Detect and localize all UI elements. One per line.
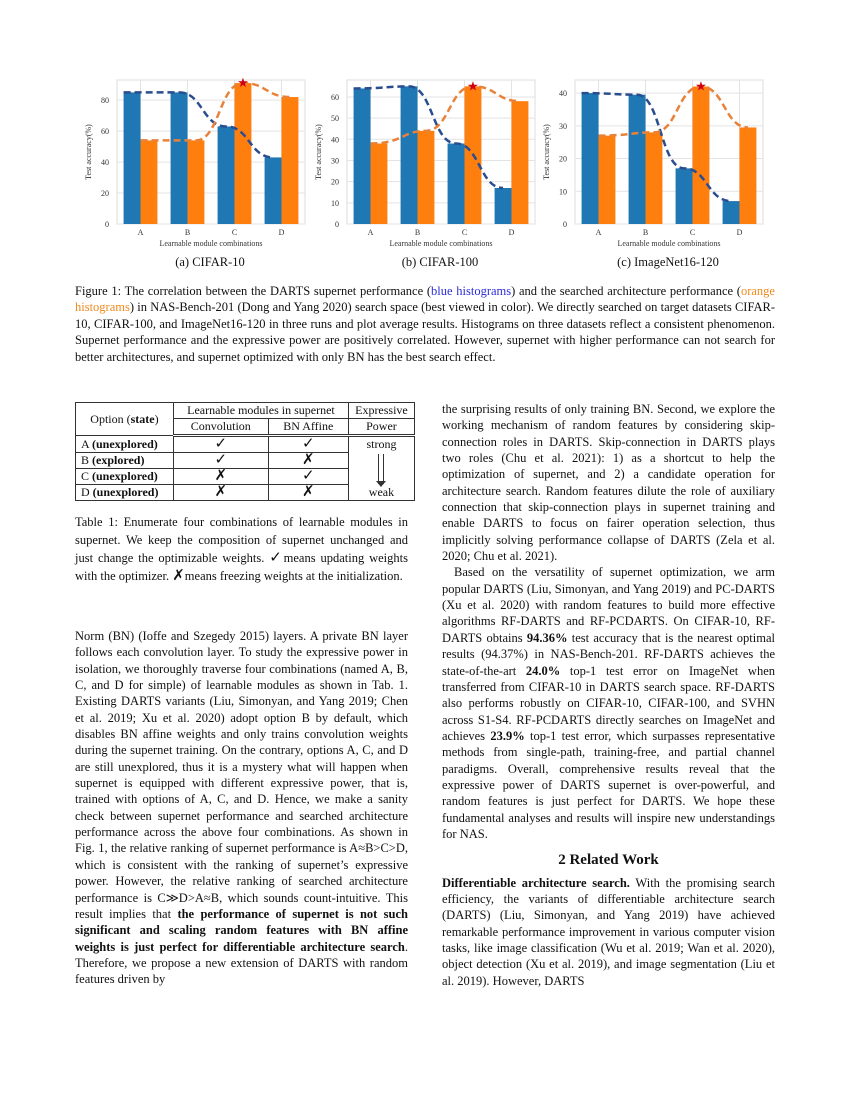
header-conv: Convolution — [173, 419, 268, 436]
header-option: Option (state) — [76, 403, 174, 436]
x-tick-label: C — [461, 228, 468, 237]
x-tick-label: B — [184, 228, 191, 237]
option-cell: B (explored) — [76, 453, 174, 469]
bar-B-searched — [188, 140, 205, 224]
bar-D-searched — [282, 97, 299, 224]
caption-text: ) in NAS-Bench-201 (Dong and Yang 2020) search space (best viewed in color). We directly searched on target datasets CIFAR-10, CIFAR-100, and ImageNet16-120 in three runs and plot average results. Histograms on three datasets reflect a consistent phenomenon. Supernet performance and the expressive power are positively correlated. However, supernet with higher performance can not search for better architectures, and supernet optimized with only BN has the best search effect. — [75, 300, 775, 364]
table-caption: Table 1: Enumerate four combinations of learnable modules in supernet. We keep the composition of supernet unchanged and just change the optimizable weights. ✓means updating weights with the optimizer. ✗means freezing weights at the initialization. — [75, 515, 408, 584]
text: top-1 test error on ImageNet when transferred from CIFAR-10 in DARTS search space. RF-DARTS also performs robustly on CIFAR-10, CIFAR-100, and SVHN across S1-S4. RF-PCDARTS directly searches on ImageNet and achieves — [442, 663, 775, 743]
bn-cell: ✗ — [268, 485, 348, 501]
x-tick-label: C — [231, 228, 238, 237]
y-tick-label: 40 — [559, 89, 567, 99]
figure-caption — [75, 283, 775, 365]
cross-icon: ✗ — [172, 568, 185, 584]
bn-cell: ✗ — [268, 453, 348, 469]
x-tick-label: B — [642, 228, 649, 237]
text: top-1 test error, which surpasses representative methods from single-path, training-free, and partial channel paradigms. Overall, comprehensive results reveal that the expressive power of DARTS supernet is over-powerful, and random features is just perfect for DARTS. We hope these fundamental analyses and results will inspire new understandings for NAS. — [442, 728, 775, 841]
x-tick-label: C — [689, 228, 696, 237]
bar-C-supernet — [218, 126, 235, 224]
y-axis-label: Test accuracy(%) — [314, 124, 323, 180]
paragraph — [442, 875, 775, 989]
bold-text: 23.9% — [490, 728, 525, 743]
bar-A-searched — [141, 140, 158, 224]
caption-text: ) and the searched architecture performance ( — [511, 284, 741, 298]
caption-blue: blue histograms — [431, 284, 512, 298]
chart-cifar100 — [305, 72, 540, 252]
y-tick-label: 80 — [101, 96, 109, 106]
y-tick-label: 0 — [335, 220, 339, 229]
y-tick-label: 10 — [331, 198, 339, 208]
best-star-icon: ★ — [695, 78, 707, 94]
bold-text: 94.36% — [526, 630, 568, 645]
chart-cifar10 — [75, 72, 310, 252]
x-tick-label: D — [508, 228, 515, 237]
bar-A-supernet — [354, 88, 371, 224]
check-icon: ✓ — [269, 550, 284, 566]
bar-D-searched — [740, 127, 757, 224]
y-axis-label: Test accuracy(%) — [84, 124, 93, 180]
text: test accuracy that is the nearest optimal results (94.37%) in NAS-Bench-201. RF-DARTS achieves the state-of-the-art — [442, 630, 775, 678]
y-tick-label: 30 — [331, 156, 339, 166]
paragraph — [75, 628, 408, 988]
bar-B-supernet — [401, 86, 418, 224]
y-axis-label: Test accuracy(%) — [542, 124, 551, 180]
conv-cell: ✗ — [173, 485, 268, 501]
expressive-power-cell: strong weak — [348, 436, 414, 501]
bar-B-searched — [646, 132, 663, 224]
conv-cell: ✓ — [173, 453, 268, 469]
best-star-icon: ★ — [237, 75, 249, 91]
bar-C-supernet — [448, 144, 465, 224]
paragraph — [442, 401, 775, 564]
x-axis-label: Learnable module combinations — [617, 239, 721, 248]
subcaption-imagenet: (c) ImageNet16-120 — [617, 255, 719, 269]
y-tick-label: 0 — [563, 220, 567, 229]
bar-D-supernet — [265, 157, 282, 224]
header-learnable: Learnable modules in supernet — [173, 403, 348, 419]
y-tick-label: 20 — [101, 189, 109, 199]
y-tick-label: 40 — [331, 135, 339, 145]
bn-cell: ✓ — [268, 469, 348, 485]
best-star-icon: ★ — [467, 78, 479, 94]
subcaption-cifar10: (a) CIFAR-10 — [175, 255, 245, 269]
caption-text: Figure 1: The correlation between the DARTS supernet performance ( — [75, 284, 432, 298]
x-tick-label: A — [137, 228, 144, 237]
option-cell: C (unexplored) — [76, 469, 174, 485]
bar-B-searched — [418, 131, 435, 224]
x-tick-label: B — [414, 228, 421, 237]
text: . Therefore, we propose a new extension of DARTS with random features driven by — [75, 939, 408, 987]
caption-orange: orange histograms — [75, 284, 775, 315]
chart-imagenet — [533, 72, 768, 252]
y-tick-label: 40 — [101, 158, 109, 168]
x-tick-label: D — [278, 228, 285, 237]
bar-A-searched — [599, 136, 616, 224]
bar-C-searched — [235, 83, 252, 224]
right-column-text — [442, 401, 775, 989]
y-tick-label: 30 — [559, 121, 567, 131]
text: Norm (BN) (Ioffe and Szegedy 2015) layers. A private BN layer follows each convolution layer. To study the expressive power in isolation, we thoroughly traverse four combinations (named A, B, C, and D for simple) of learnable modules as shown in Tab. 1. Existing DARTS variants (Liu, Simonyan, and Yang 2019; Chen et al. 2019; Xu et al. 2020) adopt option B by default, which disables BN affine weights and only trains convolution weights during the supernet training. On the contrary, options A, C, and D are still unexplored, thus it is a mystery what will happen when supernet is equipped with different expressive power, that is, trained with options of A, C, and D. Hence, we make a sanity check between supernet performance and searched architecture performance across the above four combinations. As shown in Fig. 1, the relative ranking of supernet performance is A≈B>C>D, which is consistent with the ranking of supernet’s expressive power. However, the relative ranking of searched architecture performance is C≫D>A≈B, which sounds count-intuitive. This result implies that — [75, 629, 408, 921]
option-cell: A (unexplored) — [76, 436, 174, 453]
option-cell: D (unexplored) — [76, 485, 174, 501]
bar-A-searched — [371, 144, 388, 224]
bold-text: the performance of supernet is not such significant and scaling random features with BN affine weights is just perfect for differentiable architecture search — [75, 906, 408, 954]
conv-cell: ✓ — [173, 436, 268, 453]
x-axis-label: Learnable module combinations — [389, 239, 493, 248]
x-tick-label: A — [367, 228, 374, 237]
y-tick-label: 50 — [331, 114, 339, 124]
bold-text: Differentiable architecture search. — [442, 875, 630, 890]
bar-B-supernet — [171, 92, 188, 224]
y-tick-label: 20 — [559, 154, 567, 164]
y-tick-label: 60 — [331, 92, 339, 102]
bar-D-supernet — [495, 188, 512, 224]
x-tick-label: D — [736, 228, 743, 237]
section-heading: 2 Related Work — [558, 852, 659, 869]
bar-B-supernet — [629, 95, 646, 224]
bar-D-supernet — [723, 201, 740, 224]
bar-C-supernet — [676, 168, 693, 224]
text: With the promising search efficiency, the variants of differentiable architecture search (DARTS) (Liu, Simonyan, and Yang 2019) have achieved remarkable performance improvement in various computer vision tasks, like image classification (Wu et al. 2019; Wan et al. 2020), object detection (Xu et al. 2019), and image segmentation (Liu et al. 2019). However, DARTS — [442, 875, 776, 988]
text: Based on the versatility of supernet optimization, we arm popular DARTS (Liu, Simonyan, and Yang 2019) and PC-DARTS (Xu et al. 2020) with random features to build more effective algorithms RF-DARTS and RF-PCDARTS. On CIFAR-10, RF-DARTS obtains — [442, 565, 775, 645]
conv-cell: ✗ — [173, 469, 268, 485]
bar-D-searched — [512, 101, 529, 224]
paragraph — [442, 564, 775, 842]
bar-A-supernet — [124, 92, 141, 224]
table-row — [76, 436, 415, 453]
y-tick-label: 10 — [559, 187, 567, 197]
x-axis-label: Learnable module combinations — [159, 239, 263, 248]
header-bn: BN Affine — [268, 419, 348, 436]
bn-cell: ✓ — [268, 436, 348, 453]
table-1 — [75, 402, 415, 501]
bar-A-supernet — [582, 93, 599, 224]
subcaption-cifar100: (b) CIFAR-100 — [401, 255, 479, 269]
x-tick-label: A — [595, 228, 602, 237]
text: the surprising results of only training BN. Second, we explore the working mechanism of random features by considering skip-connection roles in DARTS. Skip-connection in DARTS plays two roles (Chu et al. 2021): 1) as a shortcut to help the optimization of supernet, and 2) a candidate operation for architecture search. Random features dilute the role of auxiliary connection that skip-connection plays in supernet training and enable DARTS to focus on fairer operation selection, thus implicitly solving performance collapse of DARTS (Zela et al. 2020; Chu et al. 2021). — [442, 402, 775, 564]
y-tick-label: 60 — [101, 127, 109, 137]
header-power: Power — [348, 419, 414, 436]
left-column-text — [75, 628, 408, 988]
y-tick-label: 0 — [105, 220, 109, 229]
bar-C-searched — [693, 87, 710, 224]
bold-text: 24.0% — [525, 663, 561, 678]
y-tick-label: 20 — [331, 177, 339, 187]
header-expressive: Expressive — [348, 403, 414, 419]
